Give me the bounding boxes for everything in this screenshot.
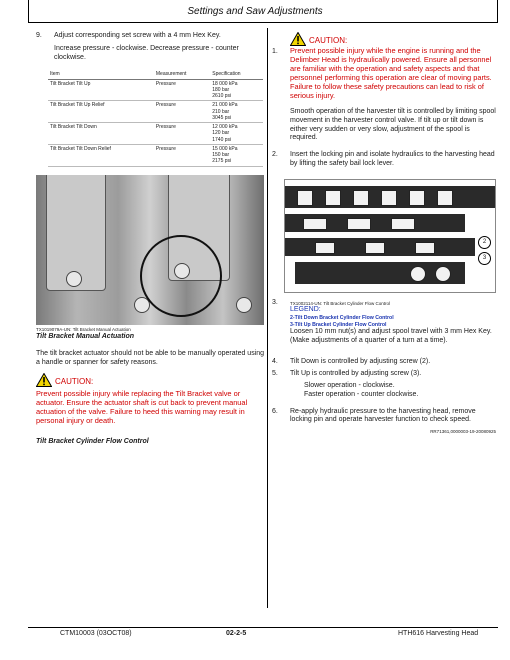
faster-operation: Faster operation - counter clockwise.	[304, 390, 419, 398]
table-row	[48, 144, 263, 166]
spool-cap	[303, 218, 327, 230]
cell-item: Tilt Bracket Tilt Down Relief	[48, 144, 154, 166]
spec-value: 150 bar	[212, 152, 230, 158]
tilt-bracket-photo	[36, 175, 264, 325]
valve-port	[409, 190, 425, 206]
spec-value: 3045 psi	[212, 114, 232, 121]
photo-caption: TX1019079A-UN: Tilt Bracket Manual Actuation	[36, 326, 131, 332]
step-body	[290, 370, 496, 399]
step-text: Insert the locking pin and isolate hydraulics to the harvesting head by lifting the safety bail lock lever.	[290, 151, 495, 167]
adjust-screw	[315, 242, 335, 254]
step-text: Re-apply hydraulic pressure to the harvesting head, remove locking pin and operate harvester function to check speed.	[290, 407, 476, 424]
spool-cap	[391, 218, 415, 230]
caution-header	[290, 32, 496, 46]
step-number: 5.	[272, 370, 278, 378]
step-text: Tilt Down is controlled by adjusting screw (2).	[290, 357, 431, 365]
caution-text: Prevent possible injury while replacing the Tilt Bracket valve or actuator. Ensure the actuator shaft is cut back to prevent manual actuation of the valve. Failure to heed this warning may result in personal injury or death.	[36, 389, 248, 426]
step-9	[36, 32, 266, 66]
spec-table-header	[48, 70, 263, 79]
step-number: 3.	[272, 298, 278, 306]
step-1	[272, 32, 496, 147]
table-row	[48, 101, 263, 123]
tilt-operation-paragraph: Smooth operation of the harvester tilt is controlled by limiting spool movement in the harvester control valve. If tilt up or tilt down is either very sudden or very slow, adjustment of the spool is required.	[290, 108, 496, 142]
legend-heading: LEGEND:	[290, 306, 321, 314]
caution-label: CAUTION:	[55, 377, 94, 387]
manual-actuation-note: The tilt bracket actuator should not be able to be manually operated using a handle or spanner for safety reasons.	[36, 349, 265, 366]
step-3	[272, 299, 496, 350]
flow-control-title: Tilt Bracket Cylinder Flow Control	[36, 437, 149, 445]
column-header-item: Item	[48, 70, 154, 79]
flow-control-diagram	[284, 179, 496, 293]
spec-value: 2175 psi	[212, 158, 232, 165]
highlight-circle	[140, 235, 222, 317]
table-row	[48, 79, 263, 101]
step-body	[54, 32, 266, 66]
caution-label: CAUTION:	[309, 36, 348, 45]
adjust-screw	[415, 242, 435, 254]
cell-measurement: Pressure	[154, 123, 210, 145]
cell-measurement: Pressure	[154, 101, 210, 123]
cell-item: Tilt Bracket Tilt Up Relief	[48, 101, 154, 123]
step-text: Loosen 10 mm nut(s) and adjust spool travel with 3 mm Hex Key. (Make adjustments of a quarter of a turn at a time).	[290, 328, 492, 344]
diagram-caption: TX1002114-UN: Tilt Bracket Cylinder Flow Control	[290, 300, 390, 306]
cell-measurement: Pressure	[154, 144, 210, 166]
footer-manual-id: CTM10003 (03OCT08)	[60, 630, 132, 637]
spec-value: 18 000 kPa	[212, 80, 238, 87]
spec-table	[48, 70, 263, 166]
adjust-screw	[365, 242, 385, 254]
step-number: 1.	[272, 48, 278, 55]
valve-port	[353, 190, 369, 206]
step-6	[272, 408, 496, 426]
spec-value: 2610 psi	[212, 93, 232, 99]
footer-product: HTH616 Harvesting Head	[398, 630, 479, 637]
caution-text: Prevent possible injury while the engine is running and the Delimber Head is hydraulically powered. Ensure all personnel are familiar with the operation and safety aspects and that personnel performing this operation are clear of moving parts. Failure to follow these safety precautions can lead to risk of serious injury.	[290, 46, 492, 101]
step-2	[272, 151, 496, 169]
cell-measurement: Pressure	[154, 79, 210, 101]
spec-value: 12 000 kPa	[212, 124, 238, 130]
step-body	[290, 299, 496, 350]
step-5	[272, 370, 496, 399]
step-text: Tilt Up is controlled by adjusting screw (3).	[290, 370, 422, 378]
warning-icon	[36, 373, 52, 387]
cell-specification	[210, 144, 263, 166]
nut	[435, 266, 451, 282]
valve-port	[325, 190, 341, 206]
spec-value: 15 000 kPa	[212, 145, 238, 152]
header-rule	[28, 22, 498, 23]
reference-code: RR71361,0000003-19-20080925	[430, 429, 496, 435]
slower-operation: Slower operation - clockwise.	[304, 382, 395, 390]
step-number: 4.	[272, 357, 278, 365]
step-number: 6.	[272, 407, 278, 415]
bolt-head	[66, 271, 82, 287]
cell-specification	[210, 123, 263, 145]
spec-value: 180 bar	[212, 86, 230, 93]
table-row	[48, 123, 263, 145]
spool-cap	[347, 218, 371, 230]
spec-value: 120 bar	[212, 130, 230, 137]
warning-icon	[290, 32, 306, 46]
step-text: Adjust corresponding set screw with a 4 mm Hex Key.	[54, 32, 221, 39]
step-body	[290, 32, 496, 147]
footer-page-number: 02-2-5	[226, 630, 247, 637]
callout-3: 3	[478, 252, 491, 265]
column-header-measurement: Measurement	[154, 70, 210, 79]
caution-header	[36, 373, 266, 387]
cell-specification	[210, 101, 263, 123]
spec-value: 21 000 kPa	[212, 102, 238, 109]
cell-specification	[210, 79, 263, 101]
left-column	[36, 32, 266, 454]
column-divider	[267, 28, 268, 608]
spec-value: 210 bar	[212, 108, 230, 115]
legend-item: 3-Tilt Up Bracket Cylinder Flow Control	[290, 321, 387, 328]
column-header-specification: Specification	[210, 70, 263, 79]
step-number: 9.	[36, 32, 42, 39]
valve-port	[297, 190, 313, 206]
callout-2: 2	[478, 236, 491, 249]
photo-title: Tilt Bracket Manual Actuation	[36, 333, 135, 341]
cell-item: Tilt Bracket Tilt Up	[48, 79, 154, 101]
cell-item: Tilt Bracket Tilt Down	[48, 123, 154, 145]
legend-item: 2-Tilt Down Bracket Cylinder Flow Control	[290, 315, 394, 322]
page-title: Settings and Saw Adjustments	[187, 6, 323, 17]
footer-rule	[28, 627, 498, 628]
valve-port	[381, 190, 397, 206]
step-number: 2.	[272, 151, 278, 159]
valve-port	[437, 190, 453, 206]
step-subtext: Increase pressure - clockwise. Decrease pressure - counter clockwise.	[54, 44, 239, 61]
bolt-head	[236, 297, 252, 313]
nut	[410, 266, 426, 282]
spec-value: 1740 psi	[212, 136, 232, 143]
step-4	[272, 358, 496, 367]
right-column	[272, 32, 496, 435]
